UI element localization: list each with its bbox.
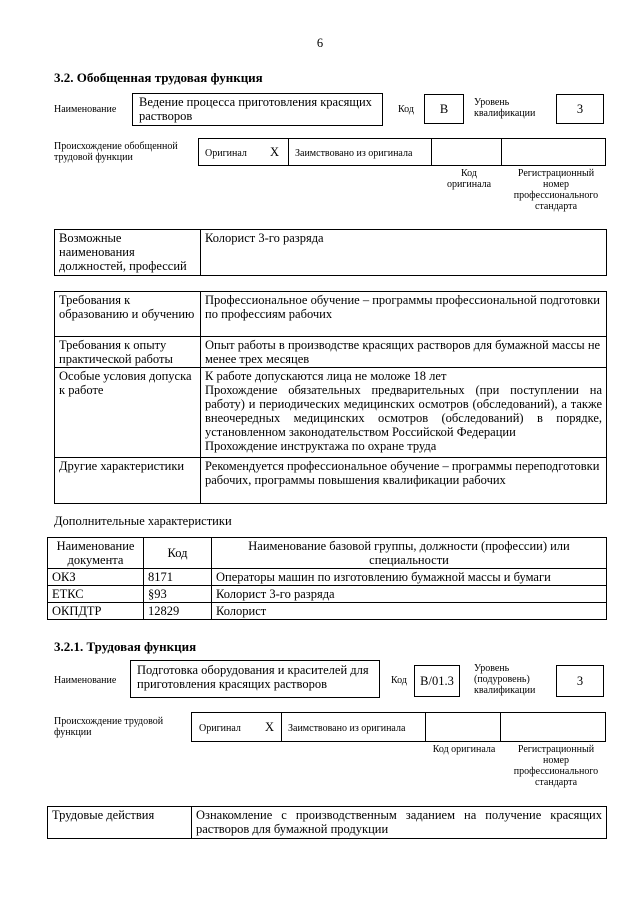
original-mark: X <box>270 145 280 159</box>
name-value: Ведение процесса приготовления красящих растворов <box>132 93 383 126</box>
origin-label: Происхождение обобщенной трудовой функции <box>54 141 178 163</box>
extra-header: Наименование базовой группы, должности (профессии) или специальности <box>212 538 607 569</box>
actions-label: Трудовые действия <box>48 807 192 839</box>
code-value: B <box>424 94 464 124</box>
tf-reg-number-label: Регистрационный номер профессионального стандарта <box>513 744 599 788</box>
req-education-label: Требования к образованию и обучению <box>55 292 201 337</box>
extra-header: Наименование документа <box>48 538 144 569</box>
req-conditions-line: К работе допускаются лица не моложе 18 лет <box>205 369 447 383</box>
extra-cell: Операторы машин по изготовлению бумажной массы и бумаги <box>212 569 607 586</box>
page-number: 6 <box>316 36 324 50</box>
orig-code-label: Код оригинала <box>446 168 492 190</box>
tf-original-label: Оригинал <box>199 723 241 734</box>
tf-name-label: Наименование <box>54 675 117 686</box>
extra-table <box>47 537 607 620</box>
extra-cell: 8171 <box>144 569 212 586</box>
tf-orig-code-label: Код оригинала <box>432 744 496 755</box>
extra-cell: ОКЗ <box>48 569 144 586</box>
tf-borrowed-label: Заимствовано из оригинала <box>288 723 406 734</box>
extra-cell: 12829 <box>144 603 212 620</box>
tf-code-value: B/01.3 <box>414 665 460 697</box>
req-education-line: Профессиональное обучение – программы профессиональной подготовки по профессиям рабочих <box>205 293 600 321</box>
name-label: Наименование <box>54 104 117 115</box>
table-row <box>48 586 607 603</box>
extra-title: Дополнительные характеристики <box>54 514 232 528</box>
borrowed-label: Заимствовано из оригинала <box>295 148 413 159</box>
extra-cell: Колорист 3-го разряда <box>212 586 607 603</box>
tf-code-label: Код <box>391 675 407 686</box>
table-row <box>48 569 607 586</box>
positions-label: Возможные наименования должностей, профессий <box>55 230 201 276</box>
positions-value: Колорист 3-го разряда <box>201 230 607 276</box>
subsection-heading: 3.2.1. Трудовая функция <box>54 639 197 654</box>
tf-original-mark: X <box>265 720 275 734</box>
req-experience-line: Опыт работы в производстве красящих растворов для бумажной массы не менее трех месяцев <box>205 338 601 366</box>
extra-cell: §93 <box>144 586 212 603</box>
extra-cell: ЕТКС <box>48 586 144 603</box>
code-label: Код <box>398 104 414 115</box>
tf-level-value: 3 <box>556 665 604 697</box>
req-conditions-label: Особые условия допуска к работе <box>55 368 201 458</box>
tf-origin-table <box>191 712 606 742</box>
table-row <box>48 603 607 620</box>
level-value: 3 <box>556 94 604 124</box>
requirements-table <box>54 291 607 504</box>
origin-table <box>198 138 606 166</box>
extra-header: Код <box>144 538 212 569</box>
req-experience-label: Требования к опыту практической работы <box>55 337 201 368</box>
req-other-line: Рекомендуется профессиональное обучение – программы переподготовки рабочих, программы повышения квалификации рабочих <box>205 459 600 487</box>
reg-number-label: Регистрационный номер профессионального стандарта <box>513 168 599 212</box>
positions-table <box>54 229 607 276</box>
original-label: Оригинал <box>205 148 247 159</box>
req-conditions-line: Прохождение обязательных предварительных (при поступлении на работу) и периодических медицинских осмотров (обследований), а также внеочередных медицинских осмотров (обследований) в порядке, установленном законодательством Российской Федерации <box>205 383 602 439</box>
req-conditions-line: Прохождение инструктажа по охране труда <box>205 439 437 453</box>
level-label: Уровень квалификации <box>474 97 536 119</box>
actions-value: Ознакомление с производственным заданием на получение красящих растворов для бумажной продукции <box>192 807 607 839</box>
actions-table <box>47 806 607 839</box>
section-heading: 3.2. Обобщенная трудовая функция <box>54 70 263 85</box>
extra-cell: ОКПДТР <box>48 603 144 620</box>
req-other-label: Другие характеристики <box>55 458 201 504</box>
tf-name-value: Подготовка оборудования и красителей для приготовления красящих растворов <box>130 660 380 698</box>
tf-origin-label: Происхождение трудовой функции <box>54 716 164 738</box>
extra-cell: Колорист <box>212 603 607 620</box>
tf-level-label: Уровень (подуровень) квалификации <box>474 663 536 696</box>
